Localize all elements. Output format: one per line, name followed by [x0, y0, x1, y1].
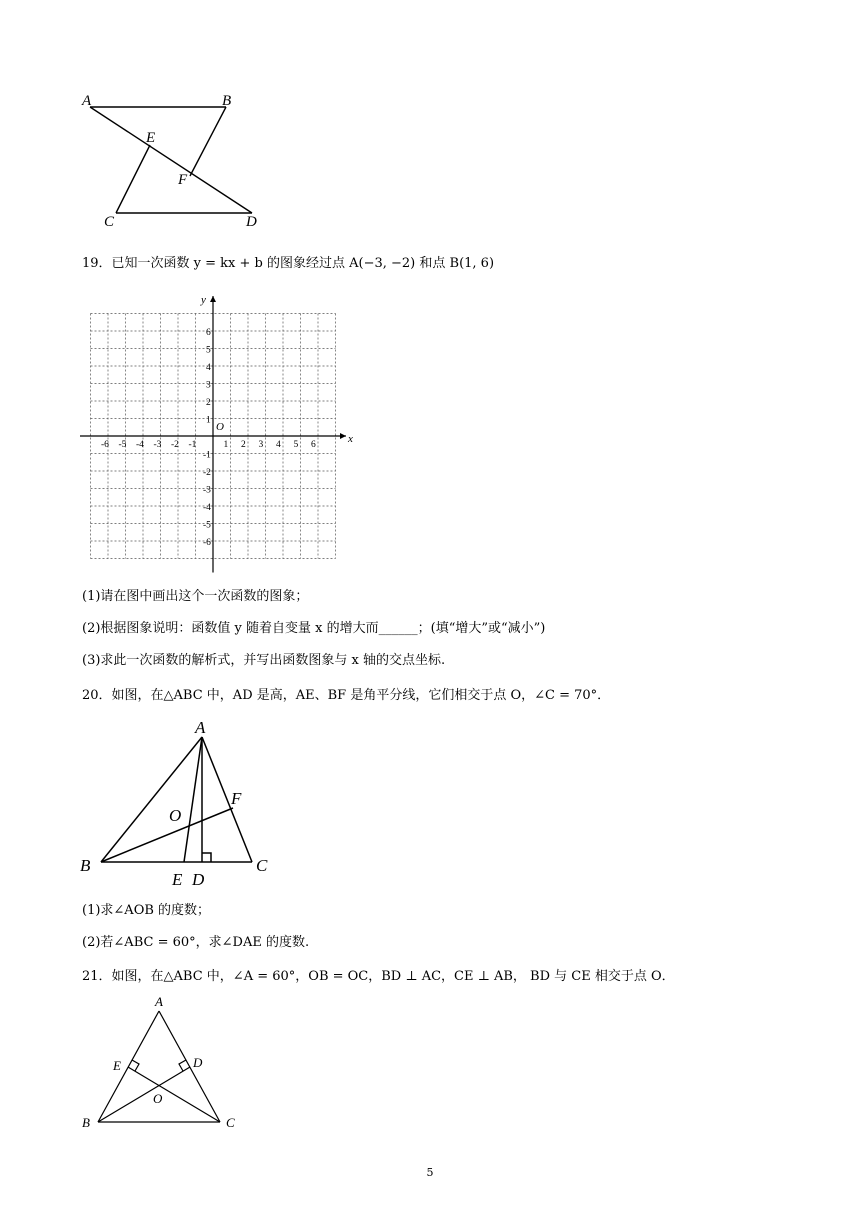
y-tick-label: -4 [203, 503, 211, 513]
question-19-part-2: (2)根据图象说明：函数值 y 随着自变量 x 的增大而______；(填“增大”或“减小”) [82, 621, 546, 636]
label-B: B [222, 93, 232, 109]
label-E: E [113, 1058, 121, 1073]
label-B: B [82, 1115, 90, 1130]
question-21-stem: 21．如图，在△ABC 中，∠A = 60°，OB = OC，BD ⊥ AC，CE ⊥ AB， BD 与 CE 相交于点 O． [82, 969, 675, 984]
y-tick-label: -1 [203, 450, 211, 461]
y-tick-label: 5 [206, 345, 211, 356]
y-tick-label: -5 [203, 520, 211, 531]
y-tick-label: -2 [203, 468, 211, 478]
y-tick-label: 1 [206, 415, 211, 426]
y-tick-label: 3 [206, 380, 211, 391]
y-axis-arrow [210, 296, 216, 302]
label-F: F [178, 172, 188, 188]
label-C: C [226, 1115, 235, 1130]
x-tick-label: -4 [136, 440, 144, 450]
page-number: 5 [426, 1166, 434, 1179]
x-tick-label: -1 [188, 440, 197, 450]
x-tick-label: -2 [171, 440, 179, 450]
label-C: C [104, 214, 115, 230]
question-20-part-1: (1)求∠AOB 的度数； [82, 903, 211, 918]
origin-label: O [216, 421, 224, 433]
y-tick-label: -6 [203, 538, 211, 548]
x-tick-label: 1 [223, 440, 229, 450]
label-O: O [169, 806, 182, 825]
x-axis-arrow [340, 433, 346, 439]
x-axis-label: x [348, 433, 353, 445]
label-D: D [193, 1055, 203, 1070]
y-tick-label: 6 [206, 328, 211, 338]
x-tick-label: 6 [311, 440, 316, 450]
question-20-part-2: (2)若∠ABC = 60°，求∠DAE 的度数. [82, 935, 310, 950]
x-tick-label: 3 [258, 440, 264, 450]
label-B: B [80, 856, 91, 875]
figure-q21 [80, 994, 250, 1134]
label-E: E [146, 130, 156, 146]
x-tick-label: 5 [293, 440, 299, 450]
x-tick-label: 4 [276, 440, 281, 450]
x-tick-label: -6 [101, 440, 109, 450]
y-axis-label: y [201, 294, 206, 306]
question-19-part-1: (1)请在图中画出这个一次函数的图象； [82, 589, 309, 604]
figure-q18 [80, 90, 280, 235]
label-A: A [82, 93, 92, 109]
label-O: O [153, 1091, 163, 1106]
x-tick-label: 2 [241, 440, 246, 450]
label-A: A [155, 994, 163, 1009]
y-tick-label: 4 [206, 363, 211, 373]
question-19-part-3: (3)求此一次函数的解析式，并写出函数图象与 x 轴的交点坐标. [82, 653, 446, 668]
x-tick-label: -5 [118, 440, 127, 450]
y-tick-label: -3 [203, 485, 211, 496]
question-20-stem: 20．如图，在△ABC 中，AD 是高，AE、BF 是角平分线，它们相交于点 O，∠C = 70°． [82, 688, 611, 703]
coordinate-grid [78, 290, 358, 572]
label-A: A [195, 718, 206, 737]
label-D: D [192, 870, 205, 889]
figure-q20 [78, 712, 288, 890]
label-E: E [172, 870, 183, 889]
label-F: F [231, 789, 242, 808]
x-tick-label: -3 [153, 440, 162, 450]
label-D: D [246, 214, 257, 230]
label-C: C [256, 856, 268, 875]
question-19-stem: 19．已知一次函数 y = kx + b 的图象经过点 A(−3, −2) 和点 B(1, 6) [82, 256, 495, 271]
y-tick-label: 2 [206, 398, 211, 408]
